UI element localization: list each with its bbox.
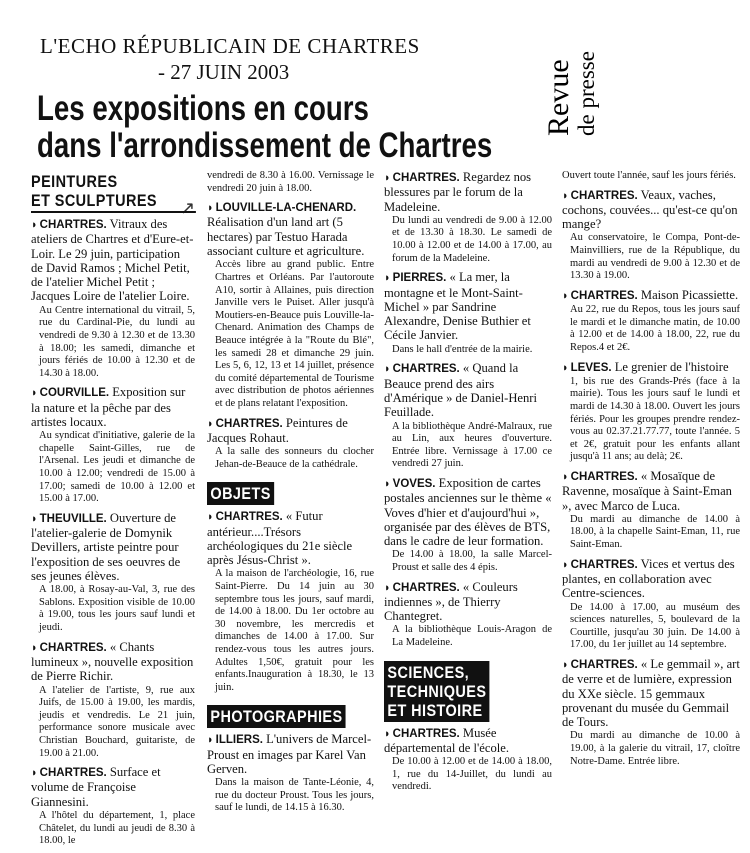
- exhibition-entry: [31, 217, 195, 380]
- revue-de-presse-stamp: [540, 32, 602, 138]
- entry-lead: [384, 361, 552, 419]
- entry-place: CHARTRES.: [39, 641, 107, 654]
- entry-title: Veaux, vaches, cochons, couvées... qu'est-ce qu'on mange?: [562, 187, 738, 232]
- entry-place: PIERRES.: [392, 272, 447, 285]
- exhibition-entry: [562, 557, 740, 652]
- section-peintures: [31, 172, 195, 213]
- column-3: [384, 170, 552, 799]
- entry-details: A la maison de l'archéologie, 16, rue Saint-Pierre. Du 14 juin au 30 septembre tous les jours, sauf mardi, de 14.00 à 18.00. Du 1er octobre au 30 novembre, les mercredis et dimanches de 14.00 à 17.00. Sur rendez-vous tous les autres jours. Adultes 1,50€, gratuit pour les enfants.Inauguration à 18.30, le 13 juin.: [215, 568, 374, 693]
- entry-details: 1, bis rue des Grands-Prés (face à la mairie). Tous les jours sauf le lundi et mardi de 14.30 à 18.00. Ouvert les jours fériés. Pour les groupes prendre rendez-vous au 02.37.21.77.77, toute l'année. 5 et 2€, gratuit pour les enfants allant jusqu'à 11 ans; au delà; 2€.: [570, 375, 740, 463]
- entry-title: Exposition de cartes postales anciennes sur le thème « Voves d'hier et d'aujourd'hui », organisée par des élèves de BTS, dans le cadre de leur formation.: [384, 475, 552, 549]
- entry-details: Au 22, rue du Repos, tous les jours sauf le mardi et le dimanche matin, de 10.00 à 12.00 et de 14.00 à 18.00, 22, rue du Repos.4 et 2€.: [570, 304, 740, 353]
- entry-details: Au Centre international du vitrail, 5, rue du Cardinal-Pie, du lundi au vendredi de 9.30 à 12.30 et de 13.30 à 18.00; les samedi, dimanche et jours fériés de 10.00 à 12.30 et de 14.30 à 18.00.: [39, 304, 195, 379]
- entry-lead: [562, 657, 740, 729]
- entries-list: [207, 200, 374, 471]
- entry-place: CHARTRES.: [570, 558, 638, 571]
- bullet-icon: ◗: [562, 361, 569, 374]
- entry-details: A l'atelier de l'artiste, 9, rue aux Juifs, de 15.00 à 19.00, les mardis, jeudis et vendredis. Le 21 juin, performance sonore musicale avec Christian Bouchard, guitariste, de 19.00 à 21.00.: [39, 684, 195, 759]
- entry-title: Vitraux des ateliers de Chartres et d'Eure-et-Loir. Le 29 juin, participation de David Ramos ; Michel Petit, de l'atelier Michel Petit ; Jacques Loire de l'atelier Loire.: [31, 217, 194, 304]
- entry-lead: [207, 200, 374, 258]
- entry-title: Réalisation d'un land art (5 hectares) par Testuo Harada associant culture et agriculture.: [207, 215, 365, 259]
- entry-details: De 10.00 à 12.00 et de 14.00 à 18.00, 1, rue du 14-Juillet, du lundi au vendredi.: [392, 756, 552, 793]
- bullet-icon: ◗: [207, 417, 214, 430]
- entry-title: « Chants lumineux », nouvelle exposition de Pierre Richir.: [31, 639, 194, 684]
- entry-lead: [562, 288, 740, 303]
- entry-place: VOVES.: [392, 477, 436, 490]
- entry-title: Ouverture de l'atelier-galerie de Domynik Devillers, artiste peintre pour l'exposition de ses oeuvres de ses jeunes élèves.: [31, 510, 181, 583]
- bullet-icon: ◗: [31, 512, 38, 525]
- entry-lead: [31, 511, 195, 583]
- bullet-icon: ◗: [562, 558, 569, 571]
- entry-details: A l'hôtel du département, 1, place Châtelet, du lundi au jeudi de 8.30 à 18.00, le: [39, 810, 195, 847]
- bullet-icon: ◗: [562, 470, 569, 483]
- entry-details: A la salle des sonneurs du clocher Jehan-de-Beauce de la cathédrale.: [215, 446, 374, 470]
- publication-date: - 27 JUIN 2003: [158, 60, 290, 84]
- entry-lead: [384, 170, 552, 214]
- exhibition-entry: [384, 580, 552, 650]
- section-objets: OBJETS: [207, 482, 274, 505]
- column-2: [207, 170, 374, 820]
- entry-lead: [207, 416, 374, 446]
- entry-lead: [562, 557, 740, 601]
- exhibition-entry: [384, 476, 552, 575]
- entry-title: « La mer, la montagne et le Mont-Saint-Michel » par Sandrine Alexandre, Denise Buthier et Cécile Janvier.: [384, 270, 531, 343]
- exhibition-entry: [207, 732, 374, 815]
- bullet-icon: ◗: [31, 767, 38, 780]
- exhibition-entry: [207, 509, 374, 694]
- entry-lead: [384, 270, 552, 342]
- entry-details: Accès libre au grand public. Entre Chartres et Orléans. Par l'autoroute A10, sortir à Allaines, puis direction Janville vers le Puiset. Aller jusqu'à Moutiers-en-Beauce puis Louville-la-Chenard. Animation des Champs de Beauce intégrée à la "Route du Blé", les samedi 28 et dimanche 29 juin. Les 5, 6, 12, 13 et 14 juillet, présence du comité départemental de Tourisme avec distribution de photos aériennes et de plans relatant l'exposition.: [215, 259, 374, 409]
- entry-details: De 14.00 à 18.00, la salle Marcel-Proust et salle des 4 épis.: [392, 549, 552, 573]
- exhibition-entry: [562, 469, 740, 552]
- entry-title: L'univers de Marcel-Proust en images par Karel Van Gerven.: [207, 732, 372, 776]
- arrow-icon: ↗: [180, 198, 196, 218]
- headline-line-2: dans l'arrondissement de Chartres: [37, 126, 493, 165]
- exhibition-entry: [562, 360, 740, 464]
- revue-label: Revue: [542, 59, 575, 136]
- bullet-icon: ◗: [384, 581, 391, 594]
- exhibition-entry: [31, 511, 195, 635]
- entry-lead: [31, 385, 195, 429]
- exhibition-entry: [31, 385, 195, 505]
- exhibition-entry: [562, 657, 740, 768]
- section-title-line: TECHNIQUES: [387, 681, 487, 701]
- entry-lead: [31, 640, 195, 684]
- entry-lead: [31, 765, 195, 809]
- exhibition-entry: [562, 288, 740, 355]
- entry-place: ILLIERS.: [215, 734, 263, 747]
- exhibition-entry: [384, 361, 552, 471]
- entry-title: Musée départemental de l'école.: [384, 725, 509, 755]
- entry-place: CHARTRES.: [392, 363, 460, 376]
- newspaper-source: L'ECHO RÉPUBLICAIN DE CHARTRES: [40, 34, 420, 58]
- entry-place: CHARTRES.: [570, 470, 638, 483]
- bullet-icon: ◗: [562, 289, 569, 302]
- entry-place: CHARTRES.: [392, 172, 460, 184]
- headline-line-1: Les expositions en cours: [37, 89, 369, 128]
- entry-title: Maison Picassiette.: [637, 287, 739, 302]
- continued-text: Ouvert toute l'année, sauf les jours fériés.: [562, 170, 736, 181]
- bullet-icon: ◗: [384, 727, 391, 740]
- entry-lead: [384, 476, 552, 548]
- bullet-icon: ◗: [207, 511, 214, 524]
- entry-title: Le grenier de l'histoire: [611, 359, 729, 374]
- exhibition-entry: [31, 640, 195, 760]
- entry-lead: [384, 726, 552, 756]
- entry-details: Du lundi au vendredi de 9.00 à 12.00 et de 13.30 à 18.30. Le samedi de 10.00 à 12.00 et de 14.00 à 17.00, au forum de la Madeleine.: [392, 214, 552, 264]
- entry-lead: [384, 580, 552, 624]
- headline: [37, 90, 492, 164]
- bullet-icon: ◗: [31, 219, 38, 231]
- bullet-icon: ◗: [384, 172, 391, 184]
- entry-place: LOUVILLE-LA-CHENARD.: [215, 202, 357, 215]
- bullet-icon: ◗: [384, 272, 391, 285]
- entries-list: [207, 509, 374, 694]
- entry-details: Du mardi au dimanche de 10.00 à 19.00, à la galerie du vitrail, 17, cloître Notre-Dame. Entrée libre.: [570, 730, 740, 767]
- entries-list: [562, 188, 740, 769]
- bullet-icon: ◗: [207, 202, 214, 215]
- entry-lead: [207, 732, 374, 776]
- entry-lead: [562, 469, 740, 513]
- entry-details: A la bibliothèque Louis-Aragon de La Madeleine.: [392, 624, 552, 649]
- bullet-icon: ◗: [207, 734, 214, 747]
- exhibition-entry: [384, 726, 552, 794]
- entry-details: De 14.00 à 17.00, au muséum des sciences naturelles, 5, boulevard de la Courtille, jusqu'au 30 juin. De 14.00 à 17.00, du 1er juillet au 14 septembre.: [570, 601, 740, 651]
- entry-details: A 18.00, à Rosay-au-Val, 3, rue des Sablons. Exposition visible de 10.00 à 19.00, tous les jours sauf lundi et jeudi.: [39, 584, 195, 634]
- entry-lead: [207, 509, 374, 567]
- entry-details: Au syndicat d'initiative, galerie de la chapelle Saint-Gilles, rue de l'Arsenal. Les jeudi et dimanche de 10.00 à 12.00; vendredi de 15.00 à 17.00; samedi de 10.00 à 12.00 et 15.00 à 17.00.: [39, 430, 195, 505]
- entries-list: [207, 732, 374, 815]
- section-title-line: ET HISTOIRE: [387, 700, 483, 720]
- entry-place: CHARTRES.: [39, 219, 107, 231]
- entry-details: Au conservatoire, le Compa, Pont-de-Mainvilliers, rue de la République, du mardi au vendredi de 9.00 à 12.30 et de 13.30 à 19.00.: [570, 232, 740, 282]
- entry-title: « Couleurs indiennes », de Thierry Chantegret.: [384, 579, 518, 624]
- section-title-line: PEINTURES: [31, 172, 118, 191]
- exhibition-entry: [384, 270, 552, 356]
- exhibition-entry: [562, 188, 740, 283]
- bullet-icon: ◗: [31, 641, 38, 654]
- entry-place: CHARTRES.: [215, 511, 283, 524]
- entry-lead: [562, 360, 740, 375]
- entry-place: CHARTRES.: [215, 417, 283, 430]
- exhibition-entry: [207, 200, 374, 410]
- entry-place: CHARTRES.: [570, 289, 638, 302]
- section-photographies: PHOTOGRAPHIES: [207, 705, 346, 728]
- entry-title: « Futur antérieur....Trésors archéologiques du 21e siècle après Jésus-Christ ».: [207, 509, 353, 568]
- column-1: [31, 170, 195, 853]
- entry-details: A la bibliothèque André-Malraux, rue au Lin, aux heures d'ouverture. Entrée libre. Vernissage à 17.00 ce vendredi 27 juin.: [392, 420, 552, 470]
- entry-title: Exposition sur la nature et la pêche par des artistes locaux.: [31, 385, 186, 429]
- column-4: [562, 170, 740, 773]
- section-title-line: SCIENCES,: [387, 662, 470, 682]
- section-sciences: [384, 661, 490, 722]
- bullet-icon: ◗: [562, 189, 569, 202]
- entry-place: CHARTRES.: [392, 727, 460, 740]
- exhibition-entry: [384, 170, 552, 265]
- entry-title: « Mosaïque de Ravenne, mosaïque à Saint-Eman », avec Marco de Luca.: [562, 468, 732, 513]
- section-title-line: ET SCULPTURES: [31, 191, 157, 210]
- bullet-icon: ◗: [31, 387, 38, 400]
- bullet-icon: ◗: [384, 363, 391, 376]
- entry-place: CHARTRES.: [570, 658, 638, 671]
- entry-place: THEUVILLE.: [39, 512, 107, 525]
- entry-details: Du mardi au dimanche de 14.00 à 18.00, à la chapelle Saint-Eman, 11, rue Saint-Eman.: [570, 513, 740, 551]
- entry-details: Dans le hall d'entrée de la mairie.: [392, 343, 533, 355]
- entry-details: Dans la maison de Tante-Léonie, 4, rue du docteur Proust. Tous les jours, sauf le lundi, de 14.15 à 16.30.: [215, 777, 374, 814]
- entry-lead: [562, 188, 740, 232]
- entries-list: [384, 170, 552, 650]
- entries-list: [384, 726, 552, 794]
- exhibition-entry: [31, 765, 195, 848]
- de-presse-label: de presse: [574, 51, 599, 136]
- entry-lead: [31, 217, 195, 304]
- entry-place: CHARTRES.: [39, 767, 107, 780]
- entry-title: Vices et vertus des plantes, en collaboration avec Centre-sciences.: [562, 556, 735, 601]
- entry-place: CHARTRES.: [570, 189, 638, 202]
- entry-place: CHARTRES.: [392, 581, 460, 594]
- entry-place: COURVILLE.: [39, 387, 110, 400]
- exhibition-entry: [207, 416, 374, 472]
- entry-title: Peintures de Jacques Rohaut.: [207, 415, 348, 445]
- entry-title: « Quand la Beauce prend des airs d'Amérique » de Daniel-Henri Feuillade.: [384, 361, 537, 420]
- bullet-icon: ◗: [384, 477, 391, 490]
- continued-text: vendredi de 8.30 à 16.00. Vernissage le vendredi 20 juin à 18.00.: [207, 170, 374, 194]
- entry-title: Regardez nos blessures par le forum de la Madeleine.: [384, 170, 532, 214]
- entry-title: Surface et volume de Françoise Giannesini.: [31, 765, 161, 809]
- entry-title: « Le gemmail », art de verre et de lumière, expression du XXe siècle. 15 gemmaux provenant du musée du Gemmail de Tours.: [562, 656, 740, 730]
- entries-list: [31, 217, 195, 848]
- bullet-icon: ◗: [562, 658, 569, 671]
- entry-place: LEVES.: [570, 361, 612, 374]
